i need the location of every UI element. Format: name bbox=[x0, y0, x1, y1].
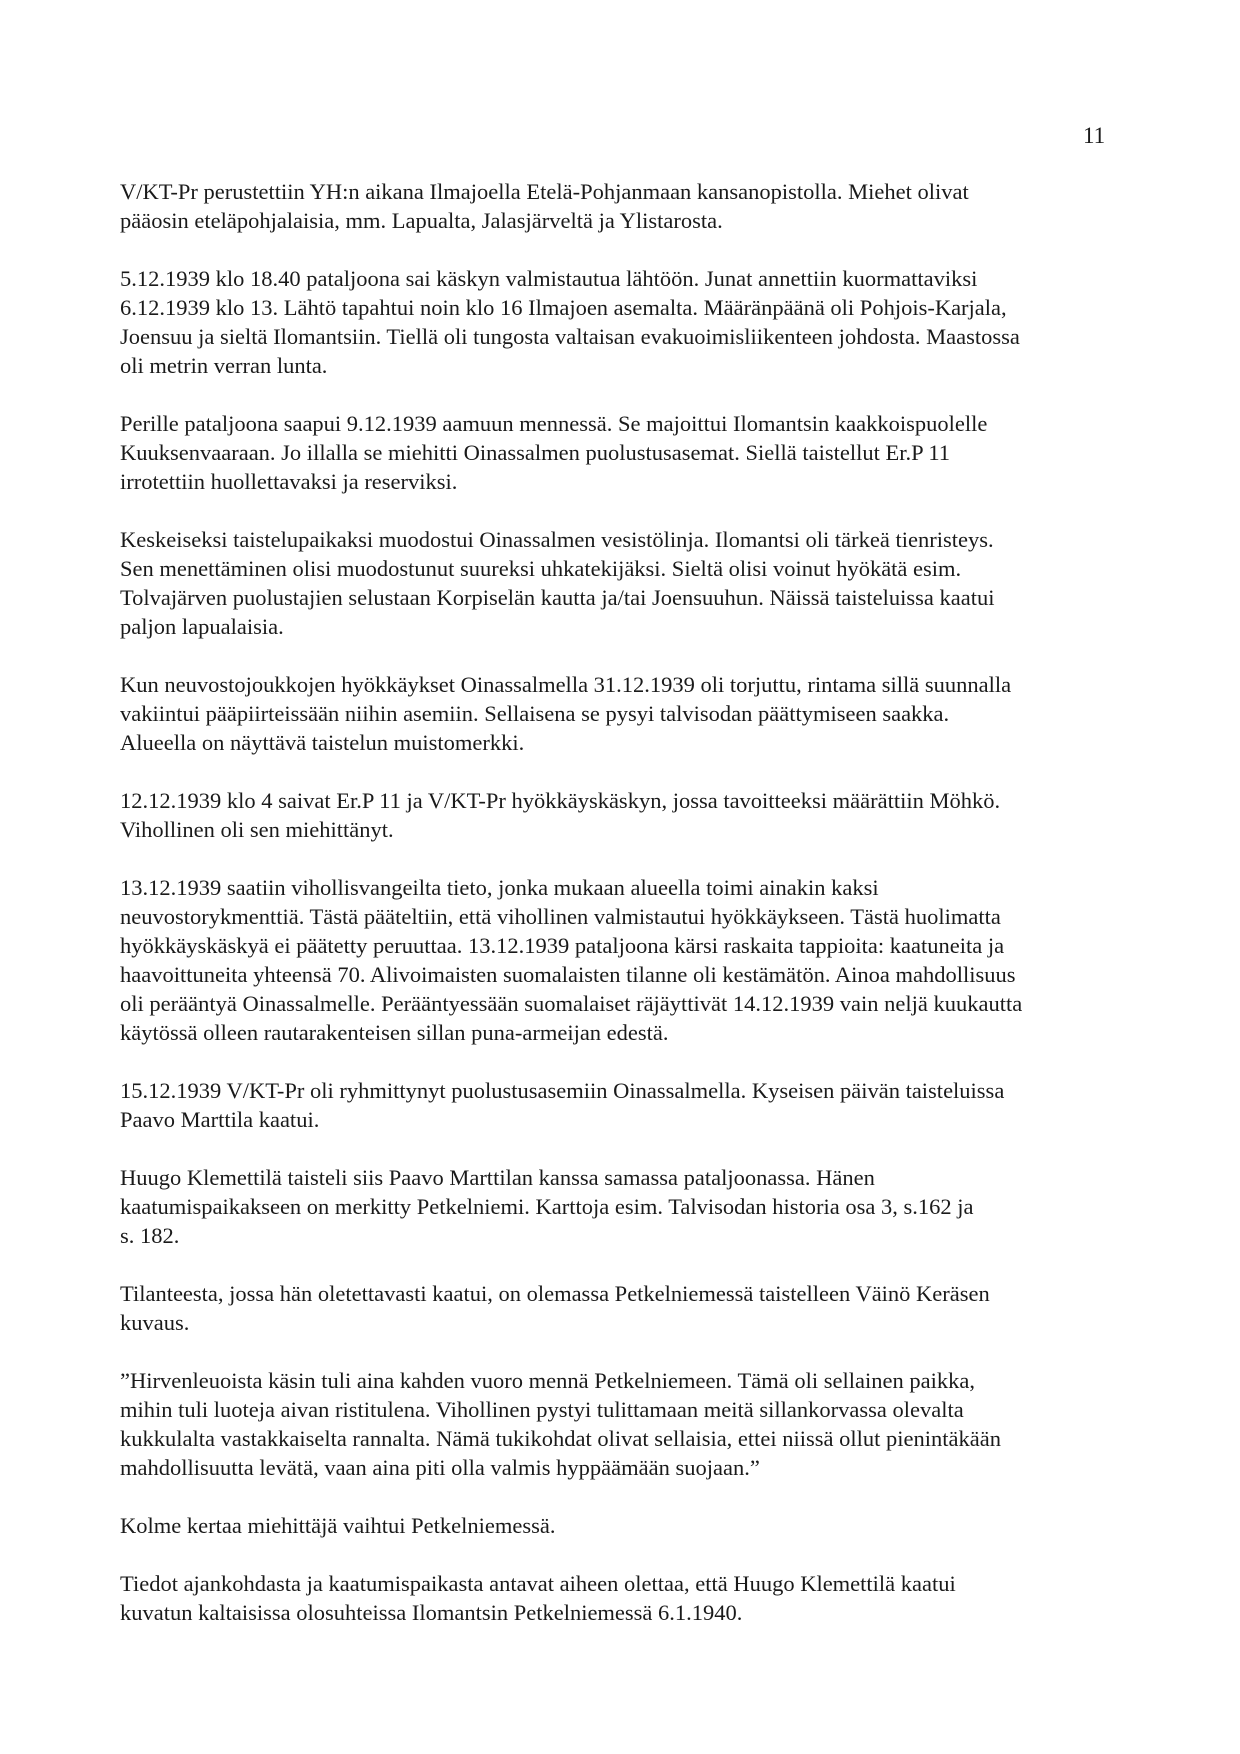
paragraph-1: V/KT-Pr perustettiin YH:n aikana Ilmajoella Etelä-Pohjanmaan kansanopistolla. Miehet olivat pääosin eteläpohjalaisia, mm. Lapualta, Jalasjärveltä ja Ylistarosta. bbox=[120, 179, 969, 233]
paragraph-13: Tiedot ajankohdasta ja kaatumispaikasta antavat aiheen olettaa, että Huugo Klemettilä kaatui kuvatun kaltaisissa olosuhteissa Ilomantsin Petkelniemessä 6.1.1940. bbox=[120, 1571, 956, 1625]
paragraph-3: Perille pataljoona saapui 9.12.1939 aamuun mennessä. Se majoittui Ilomantsin kaakkoispuolelle Kuuksenvaaraan. Jo illalla se miehitti Oinassalmen puolustusasemat. Siellä taistellut Er.P 11 irrotettiin huollettavaksi ja reserviksi. bbox=[120, 411, 988, 494]
paragraph-12: Kolme kertaa miehittäjä vaihtui Petkelniemessä. bbox=[120, 1513, 556, 1538]
paragraph-6: 12.12.1939 klo 4 saivat Er.P 11 ja V/KT-Pr hyökkäyskäskyn, jossa tavoitteeksi määrättiin Möhkö. Vihollinen oli sen miehittänyt. bbox=[120, 788, 1001, 842]
body-text bbox=[120, 177, 1140, 1656]
paragraph-10: Tilanteesta, jossa hän oletettavasti kaatui, on olemassa Petkelniemessä taistelleen Väinö Keräsen kuvaus. bbox=[120, 1281, 990, 1335]
paragraph-8: 15.12.1939 V/KT-Pr oli ryhmittynyt puolustusasemiin Oinassalmella. Kyseisen päivän taisteluissa Paavo Marttila kaatui. bbox=[120, 1078, 1005, 1132]
paragraph-5: Kun neuvostojoukkojen hyökkäykset Oinassalmella 31.12.1939 oli torjuttu, rintama sillä suunnalla vakiintui pääpiirteissään niihin asemiin. Sellaisena se pysyi talvisodan päättymiseen saakka. Alueella on näyttävä taistelun muistomerkki. bbox=[120, 672, 1012, 755]
paragraph-9: Huugo Klemettilä taisteli siis Paavo Marttilan kanssa samassa pataljoonassa. Hänen kaatumispaikakseen on merkitty Petkelniemi. Karttoja esim. Talvisodan historia osa 3, s.162 ja s. 182. bbox=[120, 1165, 974, 1248]
paragraph-2: 5.12.1939 klo 18.40 pataljoona sai käskyn valmistautua lähtöön. Junat annettiin kuormattaviksi 6.12.1939 klo 13. Lähtö tapahtui noin klo 16 Ilmajoen asemalta. Määränpäänä oli Pohjois-Karjala, Joensuu ja sieltä Ilomantsiin. Tiellä oli tungosta valtaisan evakuoimisliikenteen johdosta. Maastossa oli metrin verran lunta. bbox=[120, 266, 1020, 378]
paragraph-7: 13.12.1939 saatiin vihollisvangeilta tieto, jonka mukaan alueella toimi ainakin kaksi neuvostorykmenttiä. Tästä pääteltiin, että vihollinen valmistautui hyökkäykseen. Tästä huolimatta hyökkäyskäskyä ei päätetty peruuttaa. 13.12.1939 pataljoona kärsi raskaita tappioita: kaatuneita ja haavoittuneita yhteensä 70. Alivoimaisten suomalaisten tilanne oli kestämätön. Ainoa mahdollisuus oli perääntyä Oinassalmelle. Perääntyessään suomalaiset räjäyttivät 14.12.1939 vain neljä kuukautta käytössä olleen rautarakenteisen sillan puna-armeijan edestä. bbox=[120, 875, 1023, 1045]
quote-paragraph: ”Hirvenleuoista käsin tuli aina kahden vuoro mennä Petkelniemeen. Tämä oli sellainen paikka, mihin tuli luoteja aivan ristitulena. Vihollinen pystyi tulittamaan meitä sillankorvassa olevalta kukkulalta vastakkaiselta rannalta. Nämä tukikohdat olivat sellaisia, ettei niissä ollut pienintäkään mahdollisuutta levätä, vaan aina piti olla valmis hyppäämään suojaan.” bbox=[120, 1368, 1001, 1480]
page-number: 11 bbox=[1083, 123, 1106, 148]
paragraph-4: Keskeiseksi taistelupaikaksi muodostui Oinassalmen vesistölinja. Ilomantsi oli tärkeä tienristeys. Sen menettäminen olisi muodostunut suureksi uhkatekijäksi. Sieltä olisi voinut hyökätä esim. Tolvajärven puolustajien selustaan Korpiselän kautta ja/tai Joensuuhun. Näissä taisteluissa kaatui paljon lapualaisia. bbox=[120, 527, 995, 639]
